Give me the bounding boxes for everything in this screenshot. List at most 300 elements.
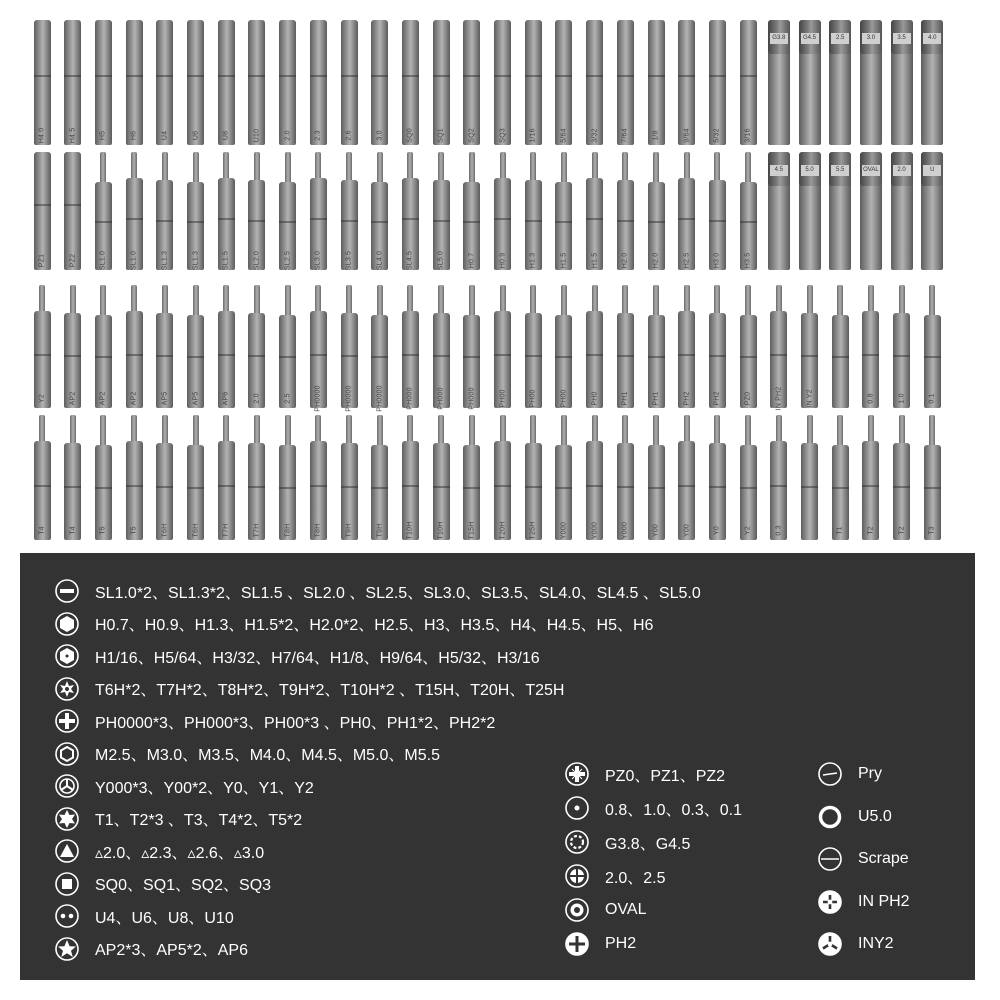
screwdriver-bit xyxy=(463,182,480,270)
bit-tip xyxy=(285,152,291,182)
bit-groove xyxy=(156,486,173,488)
bit-groove xyxy=(678,75,695,77)
bit-groove xyxy=(95,221,112,223)
bit-label: 3/32 xyxy=(591,128,599,143)
bit-sleeve-label: 2.0 xyxy=(893,165,911,176)
screwdriver-bit xyxy=(341,313,358,412)
bit-groove xyxy=(463,487,480,489)
bit-groove xyxy=(924,356,941,358)
bit-tip xyxy=(929,285,935,315)
bit-label: H2.0 xyxy=(621,252,629,269)
bit-sleeve-label: U xyxy=(923,165,941,176)
legend-text: IN PH2 xyxy=(858,892,910,910)
bit-tip xyxy=(899,415,905,443)
bit-groove xyxy=(678,485,695,487)
legend-row xyxy=(55,608,653,640)
bit-tip xyxy=(438,415,444,443)
bit-groove xyxy=(862,485,879,487)
screwdriver-bit xyxy=(310,178,327,270)
bit-label: 2.3 xyxy=(314,130,322,141)
bit-label: SL3.0 xyxy=(314,250,322,271)
screwdriver-bit xyxy=(525,180,542,270)
bit-groove xyxy=(709,486,726,488)
screwdriver-bit xyxy=(829,152,851,270)
screwdriver-bit xyxy=(463,20,480,145)
legend-text: 2.0、2.5 xyxy=(605,869,666,887)
bit-label: Y00 xyxy=(683,523,691,538)
legend-text: H1/16、H5/64、H3/32、H7/64、H1/8、H9/64、H5/32、H3/16 xyxy=(95,649,540,667)
screwdriver-bit xyxy=(279,445,296,540)
legend-row xyxy=(565,860,666,892)
hex-icon xyxy=(55,612,79,636)
bit-label: 1/8 xyxy=(652,130,660,141)
bit-label: H1.5 xyxy=(560,252,568,269)
bit-groove xyxy=(218,75,235,77)
screwdriver-bit xyxy=(860,152,882,270)
bit-groove xyxy=(310,75,327,77)
bit-tip xyxy=(315,415,321,441)
bit-label: 0.8 xyxy=(867,393,875,404)
bit-sleeve-label: 5.5 xyxy=(831,165,849,176)
legend-row xyxy=(818,928,894,960)
screwdriver-bit xyxy=(187,182,204,270)
bit-groove xyxy=(156,220,173,222)
screwdriver-bit xyxy=(126,20,143,145)
bit-label: PH000 xyxy=(468,387,476,410)
bit-groove xyxy=(248,486,265,488)
legend-text: PH0000*3、PH000*3、PH00*3 、PH0、PH1*2、PH2*2 xyxy=(95,714,496,732)
bit-tip xyxy=(714,285,720,313)
bit-groove xyxy=(126,485,143,487)
bit-groove xyxy=(770,354,787,356)
bit-label: 2.0 xyxy=(253,393,261,404)
bit-sleeve xyxy=(921,152,943,186)
screwdriver-bit xyxy=(248,443,265,540)
bit-groove xyxy=(555,221,572,223)
hex-nut-icon xyxy=(55,742,79,766)
bit-tip xyxy=(592,285,598,311)
screwdriver-bit xyxy=(891,152,913,270)
bit-label: PH1 xyxy=(652,391,660,406)
bit-label: T8H xyxy=(314,523,322,538)
scrape-icon xyxy=(818,847,842,871)
bit-groove xyxy=(402,75,419,77)
screwdriver-bit xyxy=(924,315,941,408)
bit-label: T9H xyxy=(345,523,353,538)
bit-sleeve-label: 2.5 xyxy=(831,33,849,44)
bit-label: H0.9 xyxy=(499,252,506,269)
bit-tip xyxy=(684,285,690,311)
bit-groove xyxy=(64,204,81,206)
bit-tip xyxy=(100,152,106,182)
screwdriver-bit xyxy=(891,20,913,145)
screwdriver-bit xyxy=(279,315,296,408)
in-y2-icon xyxy=(818,932,842,956)
screwdriver-bit xyxy=(768,20,790,145)
bit-label: Y000 xyxy=(591,521,599,540)
bit-label: AP2 xyxy=(69,391,77,406)
screwdriver-bit xyxy=(341,20,358,145)
bit-sleeve-label: 4.0 xyxy=(923,33,941,44)
bit-label: PH00 xyxy=(499,389,506,408)
screwdriver-bit xyxy=(402,311,419,408)
bit-tip xyxy=(653,285,659,315)
legend-text: M2.5、M3.0、M3.5、M4.0、M4.5、M5.0、M5.5 xyxy=(95,747,440,764)
bit-label: AP2 xyxy=(130,391,138,406)
bit-tip xyxy=(714,152,720,180)
bit-label: SL1.3 xyxy=(192,250,199,271)
screwdriver-bit xyxy=(893,313,910,408)
bit-tip xyxy=(469,415,475,445)
screwdriver-bit xyxy=(248,180,265,270)
legend-row xyxy=(55,933,248,965)
bit-label: 3/16 xyxy=(744,128,752,143)
bit-sleeve xyxy=(891,20,913,54)
screwdriver-bit xyxy=(799,20,821,145)
bit-groove xyxy=(64,486,81,488)
bit-sleeve xyxy=(799,152,821,186)
bit-label: T10H xyxy=(406,521,414,540)
bit-groove xyxy=(586,75,603,77)
bit-label: T25H xyxy=(529,521,537,540)
bit-groove xyxy=(893,355,910,357)
bit-groove xyxy=(525,486,542,488)
bit-tip xyxy=(684,415,690,441)
bit-groove xyxy=(494,354,511,356)
bit-sleeve-label: 5.0 xyxy=(801,165,819,176)
bit-sleeve xyxy=(891,152,913,186)
bit-label: H0.7 xyxy=(468,252,476,269)
bit-tip xyxy=(377,415,383,445)
bit-label: H5 xyxy=(99,130,107,141)
bit-groove xyxy=(740,75,757,77)
legend-row xyxy=(55,835,264,867)
bit-groove xyxy=(187,356,204,358)
gear-icon xyxy=(565,830,589,854)
screwdriver-bit xyxy=(156,313,173,408)
bit-groove xyxy=(893,486,910,488)
screwdriver-bit xyxy=(64,20,81,145)
hex-inch-icon xyxy=(55,644,79,668)
bit-label: 1.0 xyxy=(898,393,906,404)
screwdriver-bit xyxy=(218,311,235,408)
bit-label: T9H xyxy=(376,523,384,538)
bit-tip xyxy=(254,415,260,443)
bit-groove xyxy=(279,487,296,489)
bit-sleeve-label: G4.5 xyxy=(801,33,819,44)
triangle-icon xyxy=(55,839,79,863)
bit-label: T6H xyxy=(161,523,169,538)
bit-groove xyxy=(64,75,81,77)
bit-label: PH2 xyxy=(713,391,721,406)
screwdriver-bit xyxy=(126,178,143,270)
screwdriver-bit xyxy=(555,445,572,540)
bit-groove xyxy=(95,487,112,489)
bit-label: H2.5 xyxy=(683,252,691,269)
bit-legend-panel xyxy=(20,553,975,980)
bit-tip xyxy=(346,152,352,180)
screwdriver-bit xyxy=(494,441,511,540)
bit-label: PH0000 xyxy=(376,385,384,412)
screwdriver-bit xyxy=(617,20,634,145)
bit-tip xyxy=(469,152,475,182)
screwdriver-bit xyxy=(95,182,112,270)
screwdriver-bit xyxy=(617,180,634,270)
bit-tip xyxy=(776,415,782,441)
bit-groove xyxy=(402,354,419,356)
bit-tip xyxy=(254,152,260,180)
screwdriver-bit xyxy=(832,445,849,540)
bit-label: SL4.0 xyxy=(376,250,384,271)
bit-groove xyxy=(279,356,296,358)
bit-label: SL4.5 xyxy=(406,250,414,271)
bit-groove xyxy=(126,218,143,220)
screwdriver-bit xyxy=(648,182,665,270)
bit-label: AP5 xyxy=(161,391,169,406)
slotted-icon xyxy=(55,579,79,603)
bit-groove xyxy=(433,220,450,222)
legend-row xyxy=(565,792,742,824)
bit-groove xyxy=(34,204,51,206)
bit-groove xyxy=(371,75,388,77)
bit-label: AP5 xyxy=(192,391,199,406)
bit-tip xyxy=(438,152,444,180)
screwdriver-bit xyxy=(95,315,112,408)
bit-groove xyxy=(648,221,665,223)
screwdriver-bit xyxy=(310,441,327,540)
bit-label: T7H xyxy=(222,523,230,538)
screwdriver-bit xyxy=(156,443,173,540)
screwdriver-bit xyxy=(156,20,173,145)
legend-row xyxy=(565,758,725,790)
bit-label: H4.0 xyxy=(38,127,46,144)
legend-row xyxy=(565,826,690,858)
screwdriver-bit xyxy=(95,445,112,540)
bit-label: 2.0 xyxy=(284,130,292,141)
bit-label: PH2 xyxy=(683,391,691,406)
screwdriver-bit xyxy=(525,20,542,145)
bit-tip xyxy=(162,285,168,313)
bit-groove xyxy=(310,485,327,487)
bit-label: AP6 xyxy=(222,391,230,406)
bit-label: T6H xyxy=(192,523,199,538)
bit-sleeve xyxy=(768,152,790,186)
bit-tip xyxy=(70,285,76,313)
screwdriver-bit xyxy=(648,20,665,145)
bit-groove xyxy=(617,75,634,77)
bit-groove xyxy=(617,486,634,488)
legend-text: U4、U6、U8、U10 xyxy=(95,909,234,927)
bit-label: T7H xyxy=(253,523,261,538)
bit-label: Y000 xyxy=(621,521,629,540)
screwdriver-bit xyxy=(279,182,296,270)
bit-tip xyxy=(745,415,751,445)
bit-groove xyxy=(494,75,511,77)
screwdriver-bit xyxy=(678,178,695,270)
bit-groove xyxy=(218,354,235,356)
bit-tip xyxy=(131,415,137,441)
bit-tip xyxy=(745,285,751,315)
bit-tip xyxy=(622,152,628,180)
bit-tip xyxy=(622,285,628,313)
bit-label: 5/64 xyxy=(560,128,568,143)
bit-groove xyxy=(433,75,450,77)
bit-label: PH00 xyxy=(560,389,568,408)
bit-groove xyxy=(648,75,665,77)
legend-row xyxy=(818,801,892,833)
screwdriver-bit xyxy=(64,443,81,540)
screwdriver-bit xyxy=(740,20,757,145)
bit-groove xyxy=(248,75,265,77)
bit-groove xyxy=(156,355,173,357)
bit-tip xyxy=(407,415,413,441)
bit-label: T3 xyxy=(928,526,936,535)
screwdriver-bit xyxy=(586,311,603,408)
screwdriver-bit xyxy=(678,441,695,540)
bit-groove xyxy=(95,75,112,77)
bit-tip xyxy=(929,415,935,445)
screwdriver-bit xyxy=(586,20,603,145)
screwdriver-bit xyxy=(341,180,358,270)
bit-label: SQ3 xyxy=(499,128,506,143)
bit-groove xyxy=(617,220,634,222)
legend-row xyxy=(55,868,271,900)
bit-tip xyxy=(714,415,720,443)
bit-groove xyxy=(34,354,51,356)
bit-sleeve xyxy=(829,152,851,186)
bit-groove xyxy=(555,487,572,489)
legend-row xyxy=(55,900,234,932)
screwdriver-bit xyxy=(218,178,235,270)
bit-label: IN Y2 xyxy=(806,389,813,408)
bit-groove xyxy=(525,355,542,357)
bit-label: H3.5 xyxy=(744,252,752,269)
screwdriver-bit xyxy=(310,311,327,412)
bit-label: SL2.5 xyxy=(284,250,292,271)
bit-tip xyxy=(592,152,598,178)
bit-groove xyxy=(402,485,419,487)
bit-groove xyxy=(248,220,265,222)
bit-sleeve xyxy=(768,20,790,54)
legend-row xyxy=(818,843,909,875)
oval-icon xyxy=(565,898,589,922)
screwdriver-bit xyxy=(617,443,634,540)
screwdriver-bit xyxy=(187,20,204,145)
bit-tip xyxy=(745,152,751,182)
screwdriver-bit xyxy=(921,152,943,270)
bit-tip xyxy=(193,285,199,315)
bit-sleeve-label: G3.8 xyxy=(770,33,788,44)
bit-tip xyxy=(377,152,383,182)
bit-groove xyxy=(463,75,480,77)
legend-row xyxy=(818,758,882,790)
bit-groove xyxy=(740,356,757,358)
bit-groove xyxy=(586,218,603,220)
bit-tip xyxy=(254,285,260,313)
bit-tip xyxy=(223,152,229,178)
bit-label: SL5.0 xyxy=(437,250,445,271)
square-icon xyxy=(55,872,79,896)
bit-label: 7/64 xyxy=(621,128,629,143)
bit-tip xyxy=(807,285,813,313)
bit-groove xyxy=(709,75,726,77)
screwdriver-bit xyxy=(402,441,419,540)
screwdriver-bit xyxy=(799,152,821,270)
bit-label: 2.6 xyxy=(345,130,353,141)
bit-groove xyxy=(555,356,572,358)
bit-tip xyxy=(837,415,843,445)
screwdriver-bit xyxy=(860,20,882,145)
legend-text: Pry xyxy=(858,765,882,782)
screwdriver-bit xyxy=(921,20,943,145)
bit-groove xyxy=(402,218,419,220)
bit-label: PH1 xyxy=(621,391,629,406)
bit-groove xyxy=(126,354,143,356)
screwdriver-bit xyxy=(893,443,910,540)
screwdriver-bit xyxy=(279,20,296,145)
screwdriver-bit xyxy=(740,445,757,540)
bit-tip xyxy=(39,285,45,311)
bit-groove xyxy=(709,355,726,357)
bit-label: SQ0 xyxy=(406,128,414,143)
bit-groove xyxy=(371,487,388,489)
bit-label: T4 xyxy=(38,526,46,535)
screwdriver-bit xyxy=(924,445,941,540)
legend-row xyxy=(565,928,636,960)
tri-wing-icon xyxy=(55,774,79,798)
legend-row xyxy=(55,705,495,737)
screwdriver-bit xyxy=(187,445,204,540)
bit-tip xyxy=(315,152,321,178)
bit-label: PH00 xyxy=(529,389,537,408)
bit-label: 2.5 xyxy=(284,393,292,404)
bit-groove xyxy=(525,75,542,77)
screwdriver-bit xyxy=(709,180,726,270)
bit-label: Y2 xyxy=(744,526,752,535)
bit-label: Y0 xyxy=(713,526,721,535)
screwdriver-bit xyxy=(862,311,879,408)
screwdriver-bit xyxy=(709,443,726,540)
screwdriver-bit xyxy=(34,152,51,270)
bit-groove xyxy=(678,354,695,356)
screwdriver-bit xyxy=(433,443,450,540)
screwdriver-bit xyxy=(494,311,511,408)
bit-tip xyxy=(438,285,444,313)
bit-tip xyxy=(39,415,45,441)
bit-groove xyxy=(740,487,757,489)
screwdriver-bit xyxy=(126,311,143,408)
bit-groove xyxy=(126,75,143,77)
bit-label: U4 xyxy=(161,130,169,141)
screwdriver-bit xyxy=(555,315,572,408)
screwdriver-bit xyxy=(402,178,419,270)
ph2-icon xyxy=(565,932,589,956)
bit-sleeve-label: 4.5 xyxy=(770,165,788,176)
bit-sleeve-label: 3.0 xyxy=(862,33,880,44)
bit-label: SL1.3 xyxy=(161,250,169,271)
bit-groove xyxy=(218,218,235,220)
bit-tip xyxy=(346,285,352,313)
bit-groove xyxy=(525,220,542,222)
bit-tip xyxy=(193,415,199,445)
screwdriver-bit xyxy=(463,315,480,408)
legend-row xyxy=(55,640,540,672)
bit-label: T4 xyxy=(69,526,77,535)
bit-groove xyxy=(218,485,235,487)
bit-label: SL1.0 xyxy=(99,250,107,271)
bit-tip xyxy=(837,285,843,315)
screwdriver-bit xyxy=(525,443,542,540)
